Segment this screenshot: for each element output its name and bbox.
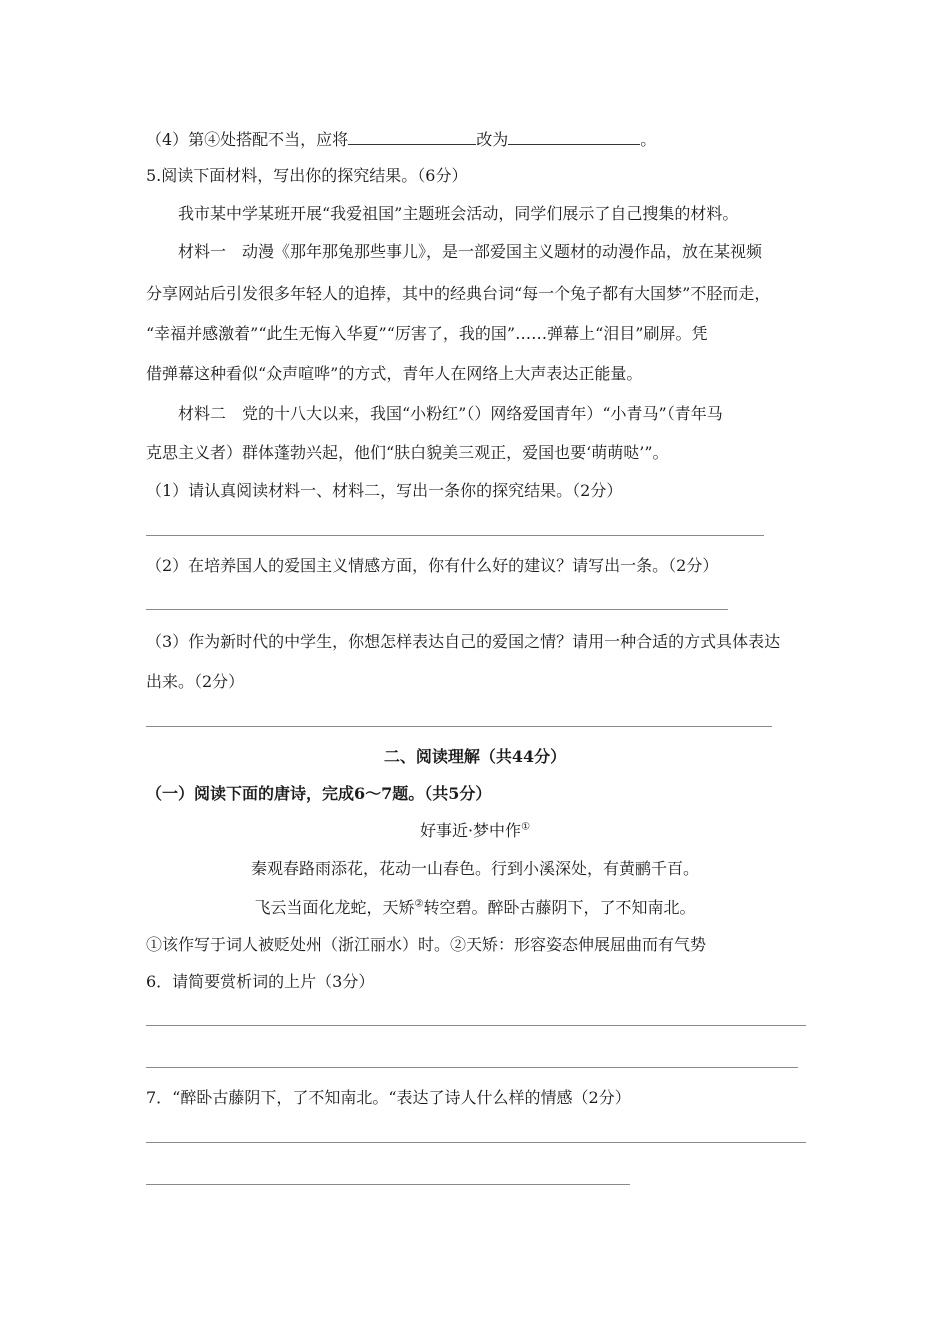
- answer-line-q6-1[interactable]: [146, 1025, 806, 1026]
- poem-footnote: ①该作写于词人被贬处州（浙江丽水）时。②天矫：形容姿态伸展屈曲而有气势: [146, 935, 707, 954]
- q4-suffix: 。: [640, 130, 657, 149]
- poem-line-2-b: 转空碧。醉卧古藤阴下，了不知南北。: [423, 898, 696, 917]
- answer-line-sub1[interactable]: [146, 535, 764, 536]
- q5-sub3-line-1: （3）作为新时代的中学生，你想怎样表达自己的爱国之情？请用一种合适的方式具体表达: [146, 632, 781, 651]
- q4-blank-2[interactable]: [508, 128, 640, 145]
- q7-question: 7．“醉卧古藤阴下，了不知南北。“表达了诗人什么样的情感（2分）: [146, 1088, 631, 1107]
- q6-question: 6．请简要赏析词的上片（3分）: [146, 972, 375, 991]
- answer-line-sub2[interactable]: [146, 609, 728, 610]
- q4-blank-1[interactable]: [348, 128, 476, 145]
- answer-line-q7-1[interactable]: [146, 1142, 806, 1143]
- poem-title-note: ①: [521, 821, 531, 833]
- answer-line-q6-2[interactable]: [146, 1067, 798, 1068]
- q5-heading: 5.阅读下面材料，写出你的探究结果。（6分）: [146, 166, 468, 185]
- poem-line-2-a: 飞云当面化龙蛇，天矫: [254, 898, 415, 917]
- material1-line-1: 材料一 动漫《那年那兔那些事儿》，是一部爱国主义题材的动漫作品，放在某视频: [178, 242, 763, 261]
- material1-line-2: 分享网站后引发很多年轻人的追捧，其中的经典台词“每一个兔子都有大国梦”不胫而走，: [146, 284, 771, 303]
- section-title: 二、阅读理解（共44分）: [383, 747, 567, 766]
- answer-line-q7-2[interactable]: [146, 1184, 630, 1185]
- q4-prefix: （4）第④处搭配不当，应将: [146, 130, 349, 149]
- material2-line-1: 材料二 党的十八大以来，我国“小粉红”（）网络爱国青年）“小青马”（青年马: [178, 404, 723, 423]
- q4-middle: 改为: [476, 130, 509, 149]
- q4-line: [146, 128, 656, 150]
- poem-title-text: 好事近·梦中作: [419, 821, 522, 840]
- poem-line-2: [0, 898, 950, 918]
- q5-sub3-line-2: 出来。（2分）: [146, 672, 245, 691]
- answer-line-sub3[interactable]: [146, 726, 772, 727]
- material1-line-3: “幸福并感激着”“此生无悔入华夏”“厉害了，我的国”……弹幕上“泪目”刷屏。凭: [146, 324, 708, 343]
- q5-intro: 我市某中学某班开展“我爱祖国”主题班会活动，同学们展示了自己搜集的材料。: [178, 204, 739, 223]
- poem-line-1: 秦观春路雨添花，花动一山春色。行到小溪深处，有黄鹂千百。: [250, 859, 699, 878]
- poem-line-2-note: ②: [414, 898, 424, 910]
- part1-heading: （一）阅读下面的唐诗，完成6～7题。（共5分）: [146, 784, 492, 803]
- q5-sub2: （2）在培养国人的爱国主义情感方面，你有什么好的建议？请写出一条。（2分）: [146, 556, 719, 575]
- q5-sub1: （1）请认真阅读材料一、材料二，写出一条你的探究结果。（2分）: [146, 481, 623, 500]
- material1-line-4: 借弹幕这种看似“众声喧哗”的方式，青年人在网络上大声表达正能量。: [146, 364, 643, 383]
- material2-line-2: 克思主义者）群体蓬勃兴起，他们“肤白貌美三观正，爱国也要‘萌萌哒’”。: [146, 443, 669, 462]
- poem-title: [0, 821, 950, 841]
